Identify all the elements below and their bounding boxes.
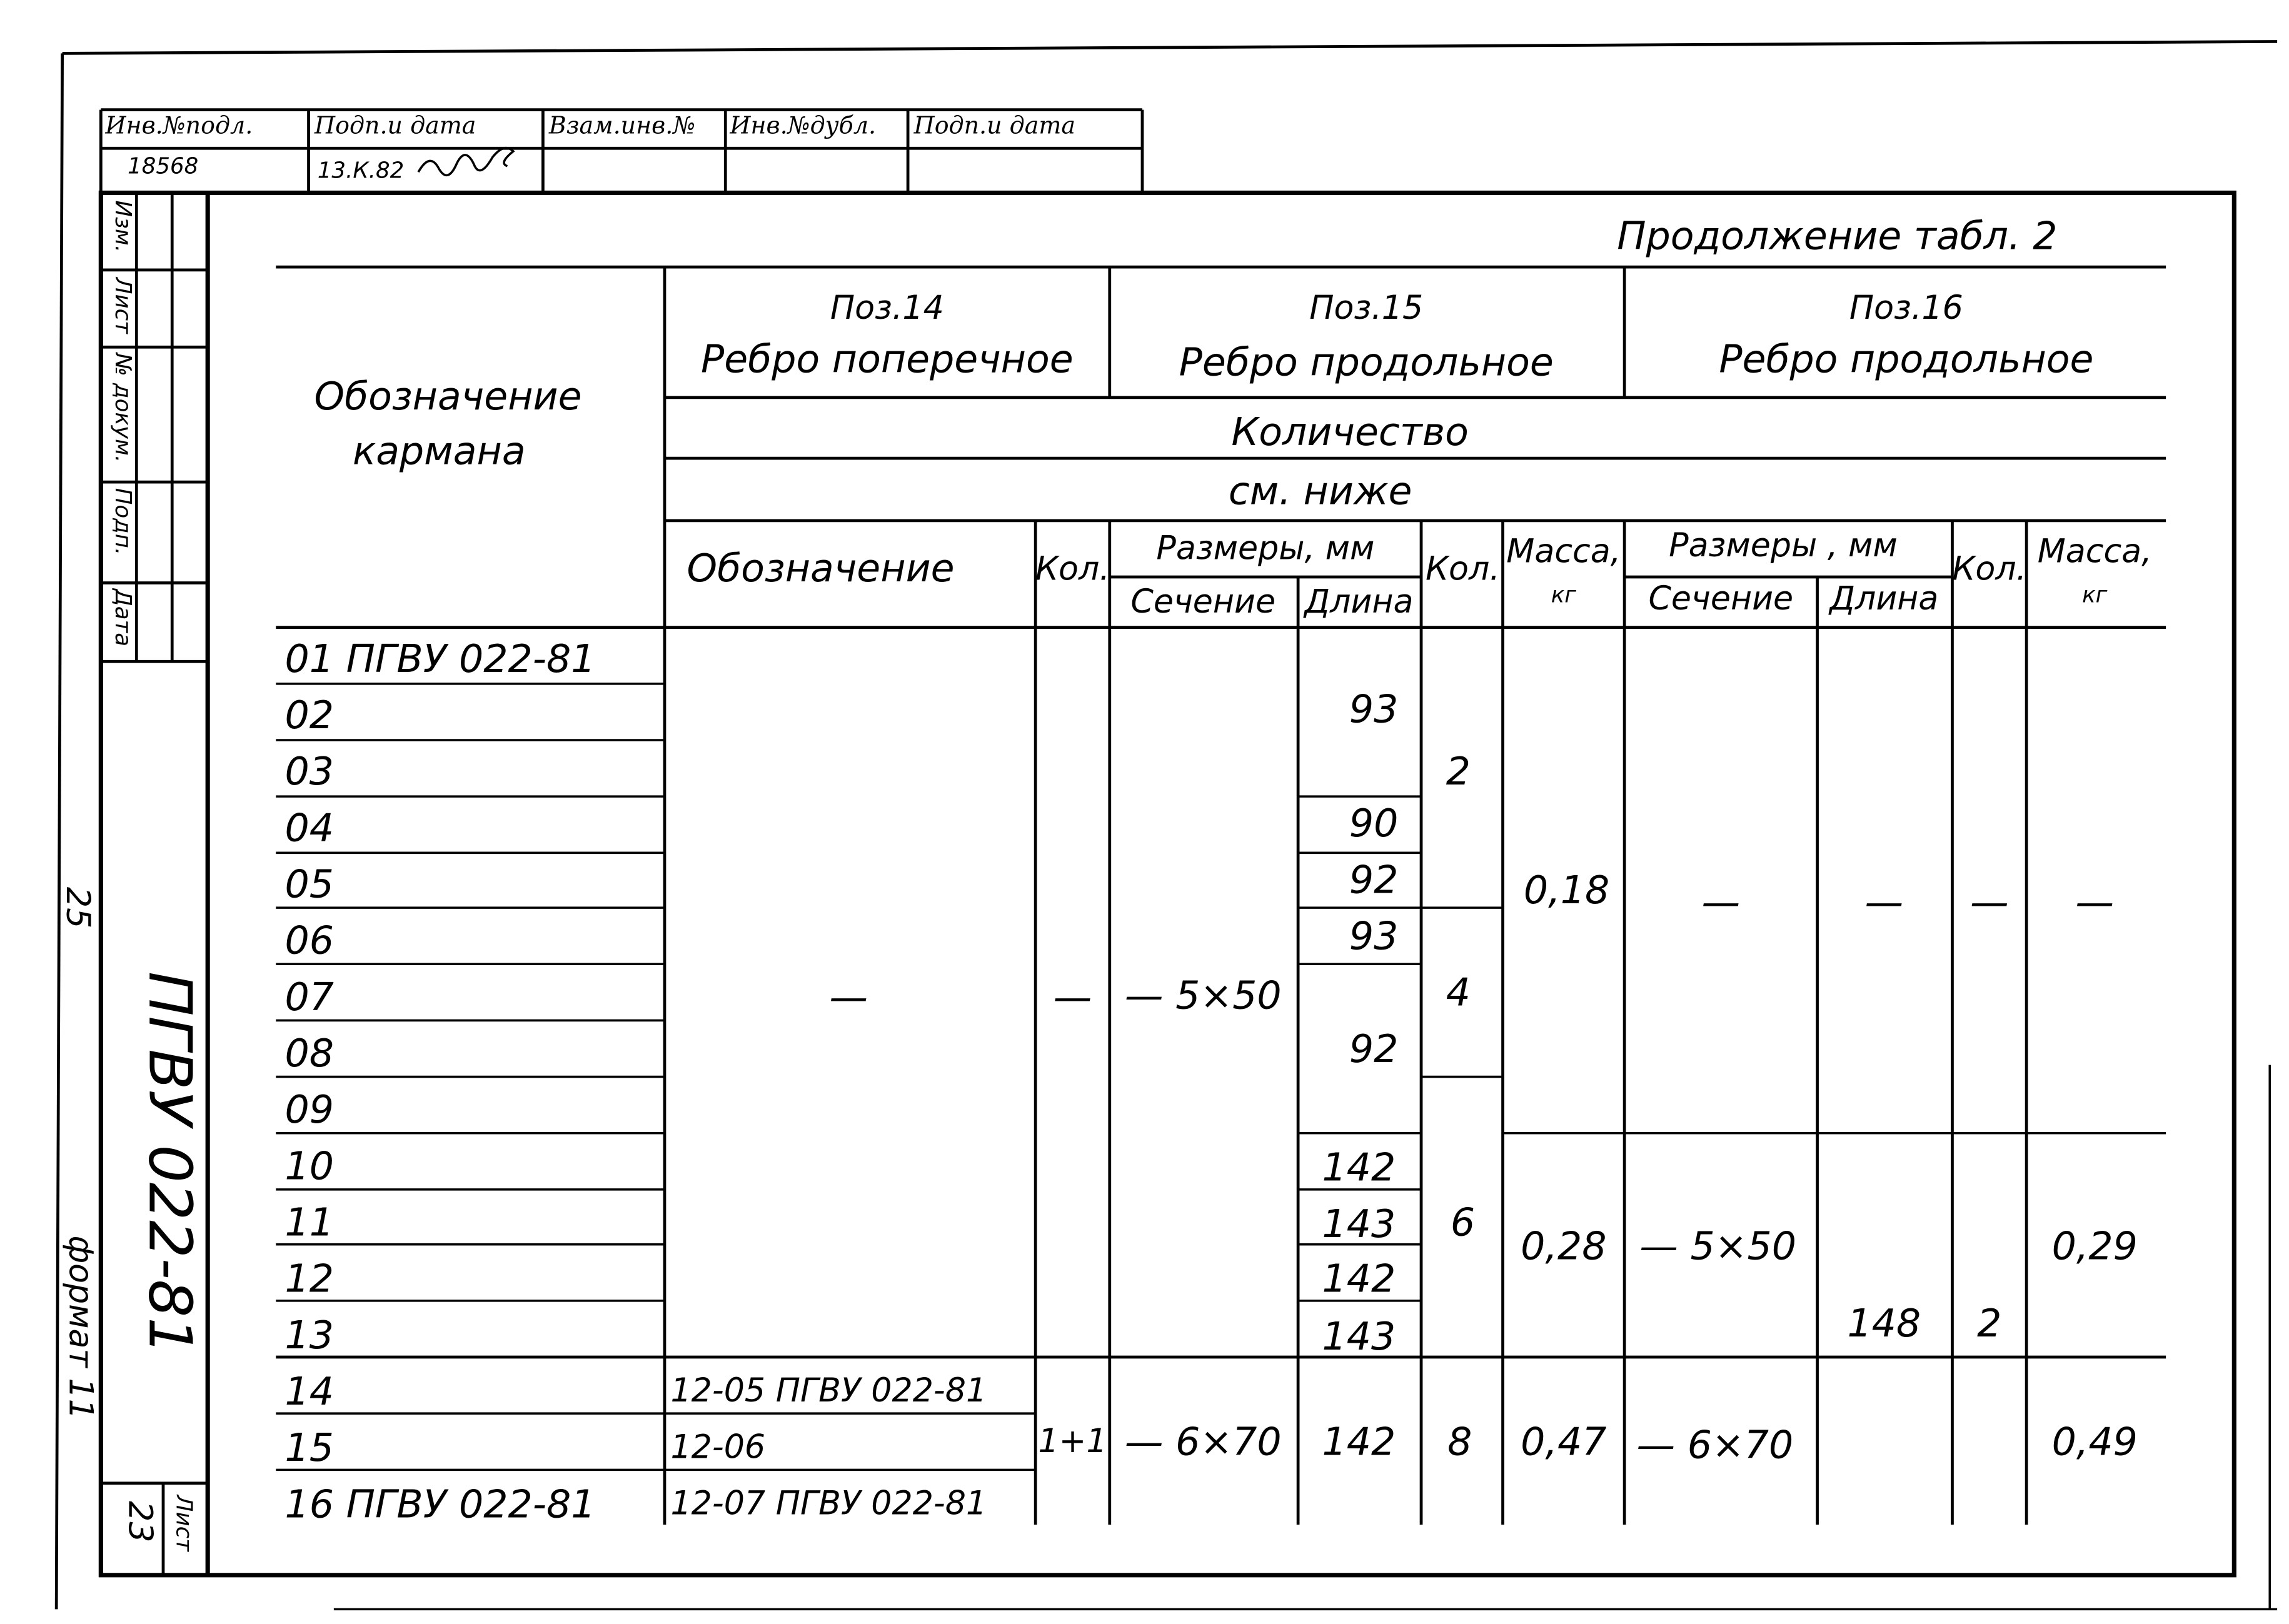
row-designation: 06 [284, 920, 335, 965]
pos15-mass: 0,18 [1523, 869, 1610, 914]
side-sheet-number: 23 [120, 1501, 158, 1543]
strip-label-doc: № докум. [109, 353, 137, 463]
sub-length-16: Длина [1829, 581, 1939, 619]
pos16-qty: 2 [1977, 1302, 2002, 1347]
pos16-section-rows14-16: — 6×70 [1636, 1423, 1794, 1468]
pos15-length: 143 [1322, 1203, 1396, 1248]
pos15-length: 92 [1349, 858, 1399, 903]
row-designation: 04 [284, 806, 335, 851]
pos14-designation-row16: 12-07 ПГВУ 022-81 [670, 1486, 987, 1523]
pos15-length: 92 [1349, 1028, 1399, 1073]
see-below-label: см. ниже [1228, 470, 1412, 515]
pos15-qty: 2 [1446, 750, 1471, 795]
row-designation: 05 [284, 863, 335, 908]
pos14-qty-dash: — [1053, 976, 1092, 1021]
sub-qty-15: Кол. [1425, 551, 1500, 589]
pos15-section-rows1-13: — 5×50 [1124, 974, 1282, 1020]
header-designation-line1: Обозначение [314, 375, 582, 420]
row-designation: 11 [284, 1201, 335, 1246]
pos15-number: Поз.15 [1309, 291, 1424, 328]
header-designation-line2: кармана [352, 430, 526, 475]
stamp-header-sign-date-2: Подп.и дата [913, 111, 1075, 140]
strip-label-sheet: Лист [109, 277, 137, 334]
row-designation: 02 [284, 694, 335, 739]
row-designation: 01 ПГВУ 022-81 [284, 638, 596, 683]
side-doc-code: ПГВУ 022-81 [134, 971, 204, 1355]
table-title: Продолжение табл. 2 [1617, 215, 2058, 260]
sub-designation: Обозначение [687, 547, 955, 592]
pos16-name: Ребро продольное [1719, 338, 2094, 383]
pos15-mass: 0,47 [1521, 1421, 1607, 1466]
stamp-header-inv-orig: Инв.№подл. [105, 111, 253, 140]
stamp-inv-number: 18568 [128, 153, 199, 180]
pos15-qty: 4 [1446, 971, 1471, 1016]
pos16-number: Поз.16 [1849, 291, 1963, 328]
row-designation: 15 [284, 1426, 335, 1471]
sub-qty-16: Кол. [1952, 551, 2027, 589]
page-number: 25 [58, 886, 95, 929]
signature-scribble [418, 148, 513, 176]
pos15-length: 93 [1349, 915, 1399, 960]
pos15-length: 142 [1322, 1421, 1396, 1466]
row-designation: 13 [284, 1314, 335, 1359]
row-designation: 07 [284, 976, 335, 1021]
side-sheet-label: Лист [170, 1495, 198, 1551]
pos15-qty: 6 [1450, 1201, 1476, 1246]
sub-sizes-16: Размеры , мм [1669, 528, 1898, 565]
sub-mass-15-line1: Масса, [1506, 534, 1621, 571]
quantity-label: Количество [1231, 411, 1469, 456]
pos15-length: 142 [1322, 1146, 1396, 1191]
pos15-name: Ребро продольное [1179, 341, 1554, 386]
format-label: формат 11 [61, 1235, 98, 1420]
pos16-qty-dash: — [1970, 881, 2009, 926]
strip-label-change: Изм. [109, 200, 137, 253]
sub-qty-14: Кол. [1035, 551, 1110, 589]
pos14-designation-dash: — [829, 976, 868, 1021]
pos15-length: 90 [1349, 802, 1399, 847]
pos15-length: 93 [1349, 688, 1399, 733]
pos16-section-dash: — [1701, 881, 1741, 926]
pos16-length: 148 [1847, 1302, 1921, 1347]
pos16-mass-dash: — [2075, 881, 2115, 926]
sub-mass-15-line2: кг [1551, 581, 1576, 608]
pos16-section-rows10-13: — 5×50 [1639, 1225, 1796, 1270]
strip-label-date: Дата [109, 588, 137, 647]
sub-section-16: Сечение [1648, 581, 1794, 619]
pos16-mass: 0,29 [2051, 1225, 2138, 1270]
pos16-mass: 0,49 [2051, 1421, 2138, 1466]
stamp-header-inv-dup: Инв.№дубл. [730, 111, 877, 140]
sub-length-15: Длина [1304, 584, 1414, 622]
sub-mass-16-line2: кг [2082, 581, 2108, 608]
pos15-length: 143 [1322, 1315, 1396, 1360]
row-designation: 10 [284, 1145, 335, 1190]
pos14-qty-row14-16: 1+1 [1038, 1423, 1107, 1461]
pos15-section-rows14-16: — 6×70 [1124, 1421, 1282, 1466]
sub-section-15: Сечение [1130, 584, 1276, 622]
sub-mass-16-line1: Масса, [2037, 534, 2152, 571]
pos16-length-dash: — [1864, 881, 1904, 926]
pos14-designation-row15: 12-06 [670, 1430, 766, 1467]
row-designation: 08 [284, 1032, 335, 1077]
strip-label-sign: Подп. [109, 488, 137, 556]
pos14-name: Ребро поперечное [701, 338, 1074, 383]
row-designation: 09 [284, 1088, 335, 1133]
pos15-length: 142 [1322, 1258, 1396, 1303]
stamp-sign-date: 13.К.82 [317, 157, 405, 184]
row-designation: 16 ПГВУ 022-81 [284, 1483, 596, 1528]
pos15-mass: 0,28 [1521, 1225, 1607, 1270]
sub-sizes-15: Размеры, мм [1156, 531, 1375, 568]
pos15-qty: 8 [1447, 1421, 1472, 1466]
pos14-designation-row14: 12-05 ПГВУ 022-81 [670, 1373, 987, 1411]
stamp-header-sign-date: Подп.и дата [314, 111, 476, 140]
pos14-number: Поз.14 [830, 291, 944, 328]
row-designation: 14 [284, 1370, 335, 1415]
row-designation: 03 [284, 750, 335, 795]
stamp-header-replace-inv: Взам.инв.№ [548, 111, 696, 140]
row-designation: 12 [284, 1258, 335, 1303]
